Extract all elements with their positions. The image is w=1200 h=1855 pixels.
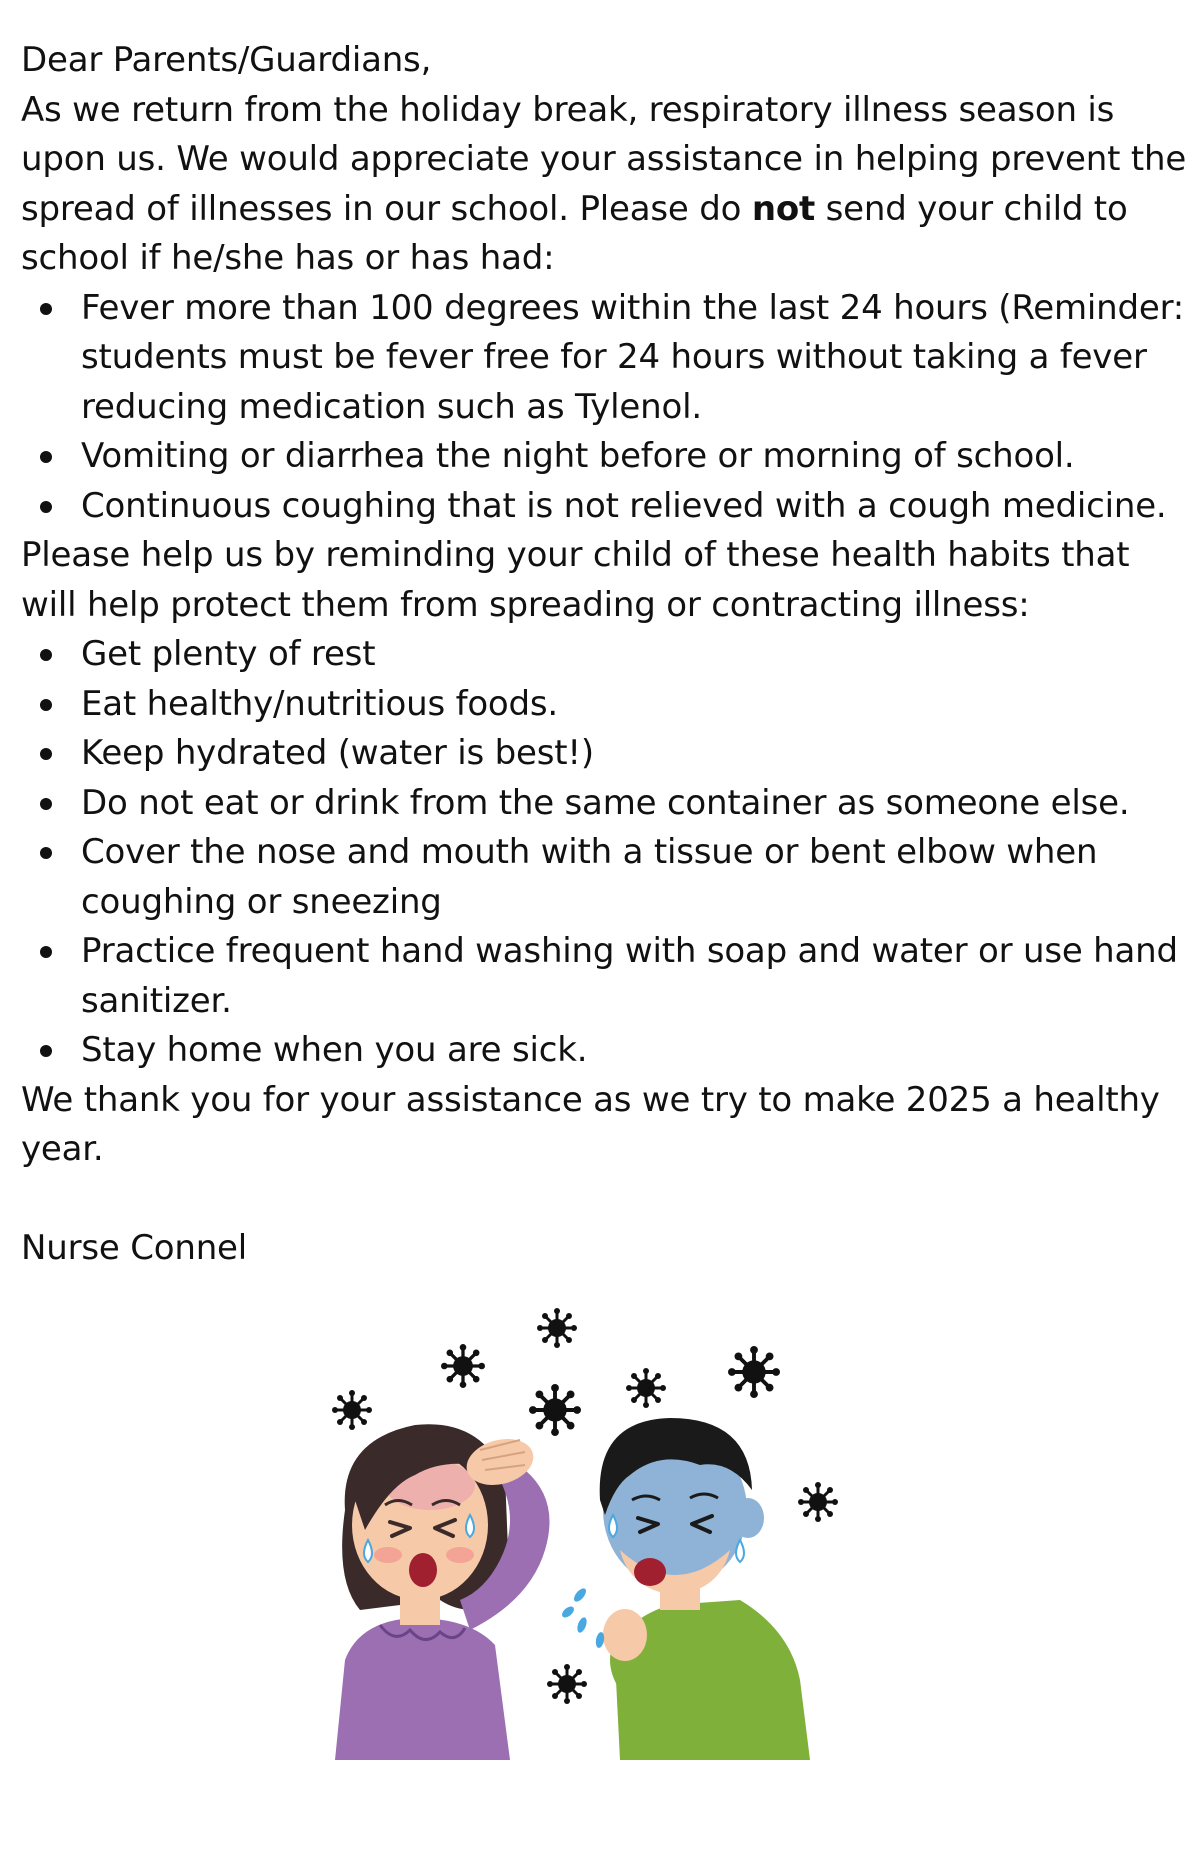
habit-item — [21, 729, 1191, 779]
girl-figure — [335, 1424, 550, 1760]
symptom-text: Vomiting or diarrhea the night before or morning of school. — [81, 436, 1075, 476]
bullet-icon — [40, 798, 52, 810]
germ-icon — [441, 1344, 485, 1388]
symptom-item — [21, 482, 1191, 532]
bullet-icon — [40, 649, 52, 661]
habit-text: Practice frequent hand washing with soap and water or use hand sanitizer. — [81, 931, 1178, 1021]
bullet-icon — [40, 1045, 52, 1057]
habit-item — [21, 1026, 1191, 1076]
bullet-icon — [40, 748, 52, 760]
symptom-text: Continuous coughing that is not relieved with a cough medicine. — [81, 485, 1167, 526]
germ-icon — [332, 1390, 372, 1430]
intro-bold-not: not — [751, 188, 816, 229]
germ-icon — [547, 1664, 587, 1704]
habit-text: Stay home when you are sick. — [81, 1030, 588, 1070]
letter — [21, 36, 1191, 1274]
habit-text: Cover the nose and mouth with a tissue or bent elbow when coughing or sneezing — [81, 832, 1098, 922]
bullet-icon — [40, 501, 52, 513]
habit-item — [21, 630, 1191, 680]
boy-figure — [560, 1418, 810, 1760]
bullet-icon — [40, 699, 52, 711]
habit-text: Get plenty of rest — [81, 634, 376, 674]
intro-text-end: send your child to school if he/she has or has had: — [21, 188, 1128, 278]
germ-icon — [798, 1482, 838, 1522]
symptom-item — [21, 432, 1191, 482]
habit-item — [21, 779, 1191, 829]
habit-item — [21, 828, 1191, 927]
intro-paragraph — [21, 86, 1191, 284]
germ-icon — [537, 1308, 577, 1348]
habit-item — [21, 680, 1191, 730]
germ-icon — [529, 1384, 581, 1436]
sick-children-illustration — [320, 1300, 880, 1760]
symptom-item — [21, 284, 1191, 433]
habit-text: Eat healthy/nutritious foods. — [81, 683, 559, 724]
intro-text-start: As we return from the holiday break, respiratory illness season is upon us. We would appreciate your assistance in helping prevent the spread of illnesses in our school. Please do — [21, 89, 1187, 229]
germ-icon — [728, 1346, 780, 1398]
closing: We thank you for your assistance as we try to make 2025 a healthy year. — [21, 1079, 1160, 1169]
symptom-list — [21, 284, 1191, 532]
habits-intro: Please help us by reminding your child of these health habits that will help protect them from spreading or contracting illness: — [21, 535, 1130, 625]
bullet-icon — [40, 451, 52, 463]
symptom-text: Fever more than 100 degrees within the last 24 hours (Reminder: students must be fever free for 24 hours without taking a fever reducing medication such as Tylenol. — [81, 287, 1185, 427]
bullet-icon — [40, 847, 52, 859]
signature: Nurse Connel — [21, 1228, 248, 1268]
germ-icon — [626, 1368, 666, 1408]
habit-text: Keep hydrated (water is best!) — [81, 733, 594, 773]
habit-item — [21, 927, 1191, 1026]
bullet-icon — [40, 303, 52, 315]
bullet-icon — [40, 946, 52, 958]
habit-list — [21, 630, 1191, 1076]
blank-line — [21, 1175, 1191, 1225]
greeting: Dear Parents/Guardians, — [21, 40, 432, 80]
habit-text: Do not eat or drink from the same container as someone else. — [81, 782, 1130, 823]
